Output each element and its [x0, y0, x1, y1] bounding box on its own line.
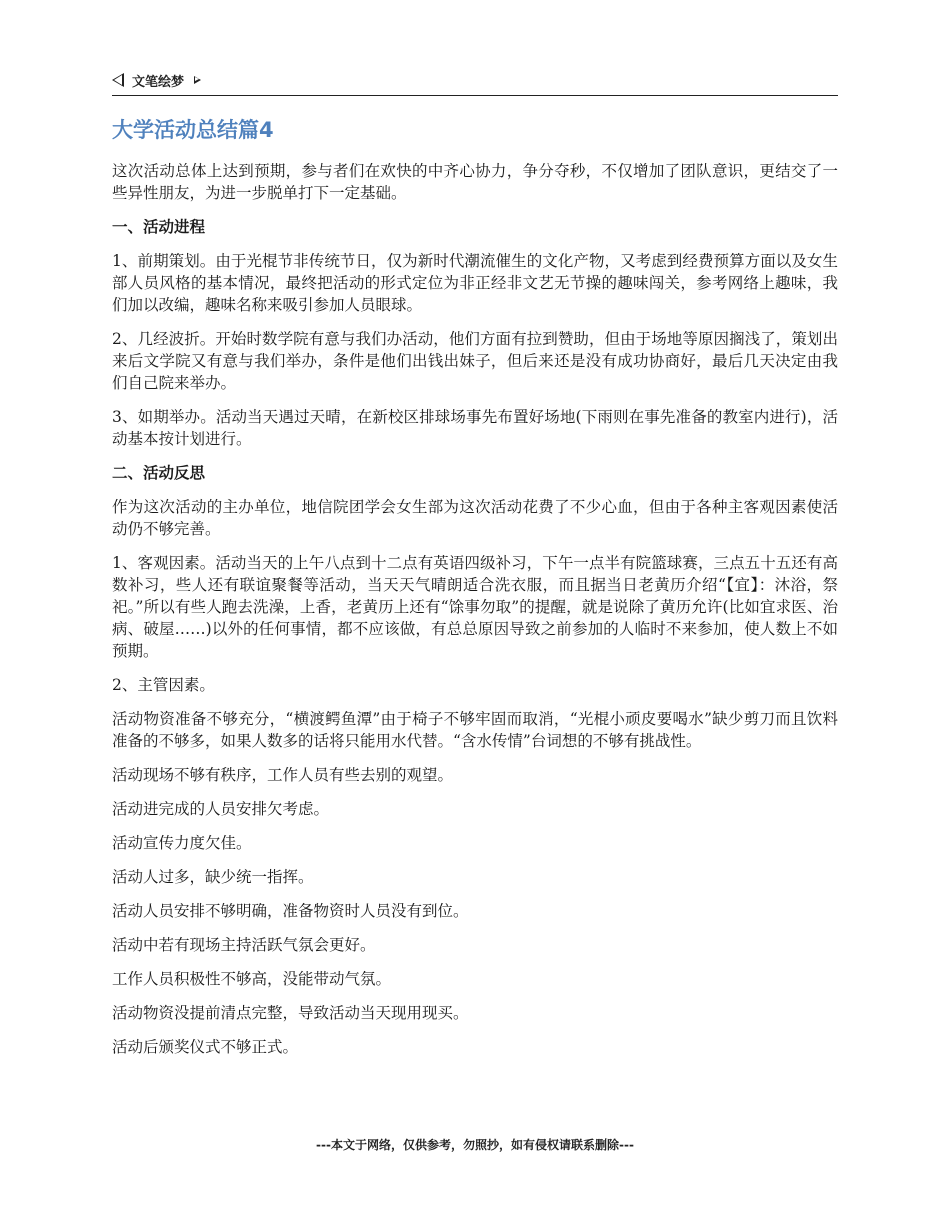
- paragraph: 3、如期举办。活动当天遇过天晴，在新校区排球场事先布置好场地(下雨则在事先准备的教室内进行)，活动基本按计划进行。: [112, 408, 838, 448]
- triangle-right-icon: [194, 76, 201, 84]
- paragraph: 2、主管因素。: [112, 676, 215, 694]
- paragraph: 作为这次活动的主办单位，地信院团学会女生部为这次活动花费了不少心血，但由于各种主客观因素使活动仍不够完善。: [112, 498, 838, 538]
- page-header: [112, 68, 838, 96]
- paragraph: 2、几经波折。开始时数学院有意与我们办活动，他们方面有拉到赞助，但由于场地等原因搁浅了，策划出来后文学院又有意与我们举办，条件是他们出钱出妹子，但后来还是没有成功协商好，最后几天决定由我们自己院来举办。: [112, 330, 838, 392]
- triangle-left-icon: [112, 73, 124, 87]
- paragraph: 工作人员积极性不够高，没能带动气氛。: [112, 970, 392, 988]
- document-page: [112, 68, 838, 1070]
- paragraph: 活动物资准备不够充分，“横渡鳄鱼潭”由于椅子不够牢固而取消，“光棍小顽皮要喝水”缺少剪刀而且饮料准备的不够多，如果人数多的话将只能用水代替。“含水传情”台词想的不够有挑战性。: [112, 710, 838, 750]
- brand-label: 文笔绘梦: [132, 74, 185, 90]
- paragraph: 活动人过多，缺少统一指挥。: [112, 868, 314, 886]
- paragraph: 活动后颁奖仪式不够正式。: [112, 1038, 299, 1056]
- section-heading-reflection: 二、活动反思: [112, 464, 206, 482]
- paragraph: 1、前期策划。由于光棍节非传统节日，仅为新时代潮流催生的文化产物，又考虑到经费预算方面以及女生部人员风格的基本情况，最终把活动的形式定位为非正经非文艺无节操的趣味闯关，参考网络上趣味，我们加以改编，趣味名称来吸引参加人员眼球。: [112, 252, 838, 314]
- page-footer: ---本文于网络，仅供参考，勿照抄，如有侵权请联系删除---: [316, 1138, 634, 1152]
- paragraph: 活动现场不够有秩序，工作人员有些去别的观望。: [112, 766, 454, 784]
- document-title: 大学活动总结篇4: [112, 118, 274, 142]
- paragraph: 活动中若有现场主持活跃气氛会更好。: [112, 936, 376, 954]
- paragraph: 活动宣传力度欠佳。: [112, 834, 252, 852]
- paragraph: 活动进完成的人员安排欠考虑。: [112, 800, 330, 818]
- intro-paragraph: 这次活动总体上达到预期，参与者们在欢快的中齐心协力，争分夺秒，不仅增加了团队意识，更结交了一些异性朋友，为进一步脱单打下一定基础。: [112, 162, 838, 202]
- paragraph: 1、客观因素。活动当天的上午八点到十二点有英语四级补习，下午一点半有院篮球赛，三点五十五还有高数补习，些人还有联谊聚餐等活动，当天天气晴朗适合洗衣服，而且据当日老黄历介绍“【宜】：沐浴，祭祀。”所以有些人跑去洗澡，上香，老黄历上还有“馀事勿取”的提醒，就是说除了黄历允许(比如宜求医、治病、破屋……)以外的任何事情，都不应该做，有总总原因导致之前参加的人临时不来参加，使人数上不如预期。: [112, 554, 838, 660]
- section-heading-progress: 一、活动进程: [112, 218, 206, 236]
- paragraph: 活动物资没提前清点完整，导致活动当天现用现买。: [112, 1004, 469, 1022]
- paragraph: 活动人员安排不够明确，准备物资时人员没有到位。: [112, 902, 469, 920]
